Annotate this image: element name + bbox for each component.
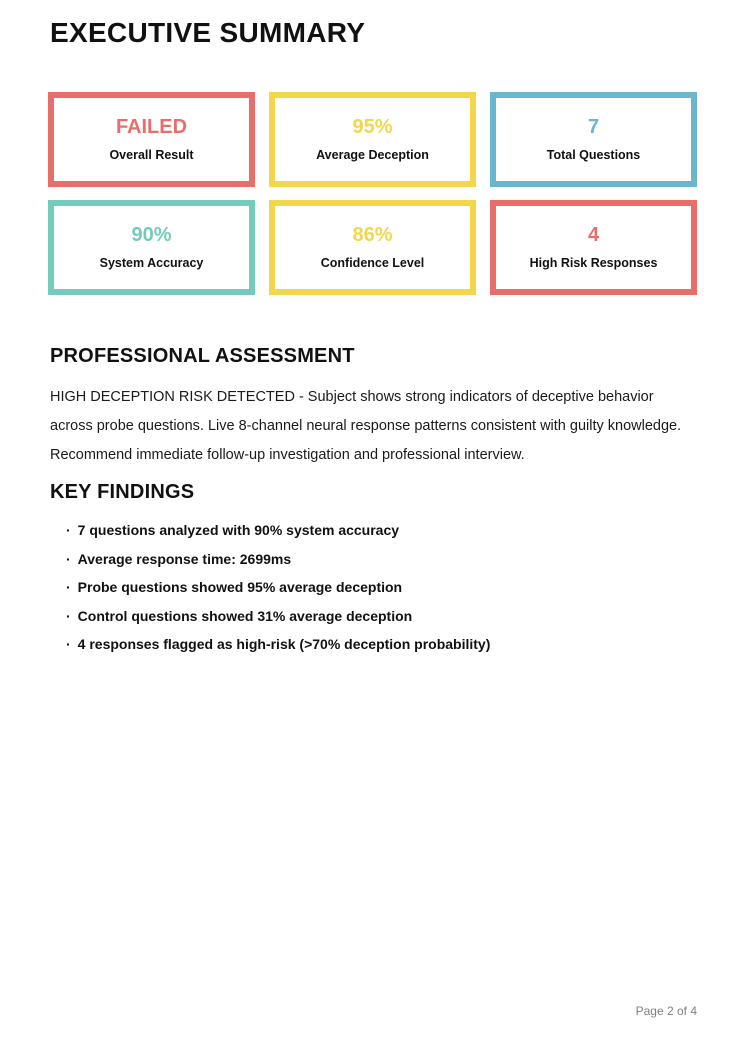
key-findings-list	[66, 523, 490, 666]
key-finding-item: · Control questions showed 31% average deception	[66, 609, 490, 623]
metric-value: 7	[587, 116, 600, 139]
metric-card	[269, 92, 476, 187]
metric-label: Average Deception	[316, 148, 429, 163]
metric-value: 95%	[352, 116, 393, 139]
page-number: Page 2 of 4	[635, 1004, 697, 1018]
metric-value: 4	[587, 224, 600, 247]
metric-label: Confidence Level	[320, 256, 425, 271]
key-finding-item: · 7 questions analyzed with 90% system accuracy	[66, 523, 490, 537]
metric-label: Total Questions	[546, 148, 641, 163]
metric-card	[48, 200, 255, 295]
professional-assessment-heading: PROFESSIONAL ASSESSMENT	[50, 345, 355, 367]
key-findings-heading: KEY FINDINGS	[50, 481, 195, 503]
key-finding-item: · Average response time: 2699ms	[66, 552, 490, 566]
page-title: EXECUTIVE SUMMARY	[50, 17, 366, 48]
key-finding-item: · 4 responses flagged as high-risk (>70% deception probability)	[66, 637, 490, 651]
metric-card	[490, 200, 697, 295]
metric-value: FAILED	[115, 116, 188, 139]
metric-label: High Risk Responses	[529, 256, 658, 271]
metric-value: 86%	[352, 224, 393, 247]
metric-card	[490, 92, 697, 187]
metric-card	[48, 92, 255, 187]
metric-label: System Accuracy	[99, 256, 204, 271]
professional-assessment-body: HIGH DECEPTION RISK DETECTED - Subject shows strong indicators of deceptive behavior across probe questions. Live 8-channel neural response patterns consistent with guilty knowledge. Recommend immediate follow-up investigation and professional interview.	[50, 389, 682, 463]
key-finding-item: · Probe questions showed 95% average deception	[66, 580, 490, 594]
metric-cards	[48, 92, 697, 295]
metric-value: 90%	[131, 224, 172, 247]
metric-label: Overall Result	[109, 148, 194, 163]
metric-card	[269, 200, 476, 295]
